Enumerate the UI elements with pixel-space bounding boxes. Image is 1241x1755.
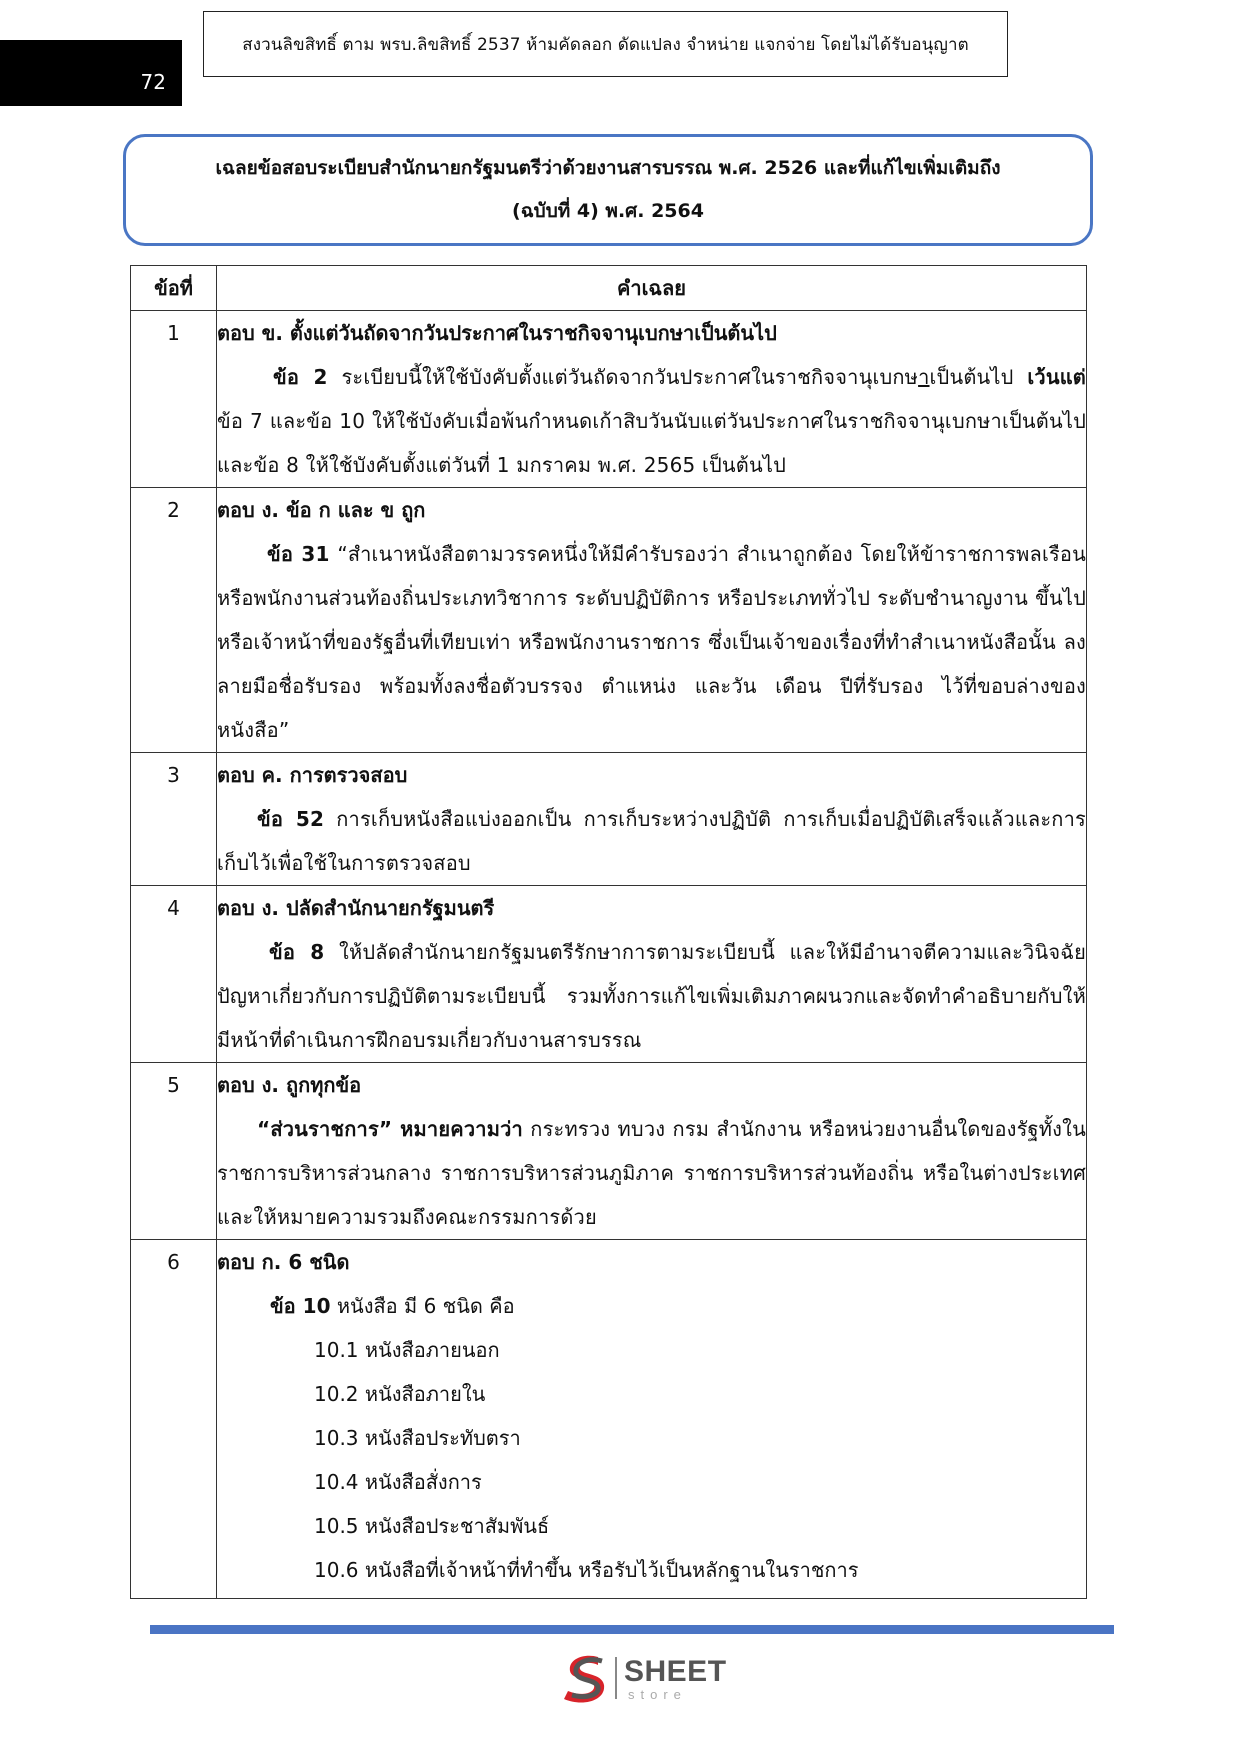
- explanation: ข้อ 31 “สำเนาหนังสือตามวรรคหนึ่งให้มีคำรับรองว่า สำเนาถูกต้อง โดยให้ข้าราชการพลเรือนหรือพนักงานส่วนท้องถิ่นประเภทวิชาการ ระดับปฏิบัติการ หรือประเภททั่วไป ระดับชำนาญงาน ขึ้นไปหรือเจ้าหน้าที่ของรัฐอื่นที่เทียบเท่า หรือพนักงานราชการ ซึ่งเป็นเจ้าของเรื่องที่ทำสำเนาหนังสือนั้น ลงลายมือชื่อรับรอง พร้อมทั้งลงชื่อตัวบรรจง ตำแหน่ง และวัน เดือน ปีที่รับรอง ไว้ที่ขอบล่างของหนังสือ”: [217, 542, 1087, 742]
- logo-brand: SHEET: [624, 1655, 727, 1688]
- list-item: 10.1 หนังสือภายนอก: [314, 1338, 500, 1362]
- title-line-2: (ฉบับที่ 4) พ.ศ. 2564: [512, 200, 704, 222]
- row-number: 3: [131, 753, 217, 886]
- title-line-1: เฉลยข้อสอบระเบียบสำนักนายกรัฐมนตรีว่าด้วยงานสารบรรณ พ.ศ. 2526 และที่แก้ไขเพิ่มเติมถึง: [215, 157, 1001, 179]
- copyright-notice: [203, 11, 1008, 77]
- answer-choice: ตอบ ข. ตั้งแต่วันถัดจากวันประกาศในราชกิจจานุเบกษาเป็นต้นไป: [217, 321, 777, 345]
- answer-choice: ตอบ ค. การตรวจสอบ: [217, 763, 408, 787]
- list-item: 10.6 หนังสือที่เจ้าหน้าที่ทำขึ้น หรือรับไว้เป็นหลักฐานในราชการ: [314, 1558, 859, 1582]
- sheet-store-logo: [558, 1651, 728, 1705]
- clause-ref: ข้อ 31: [267, 542, 330, 566]
- clause-ref: ข้อ 2: [273, 365, 328, 389]
- table-row: [131, 311, 1087, 488]
- list-item: 10.4 หนังสือสั่งการ: [314, 1470, 482, 1494]
- row-answer: [217, 1063, 1087, 1240]
- row-answer: [217, 488, 1087, 753]
- row-answer: [217, 753, 1087, 886]
- row-number: 2: [131, 488, 217, 753]
- table-row: [131, 1240, 1087, 1599]
- answer-choice: ตอบ ก. 6 ชนิด: [217, 1250, 350, 1274]
- column-header-answer: คำเฉลย: [217, 266, 1087, 311]
- table-header-row: [131, 266, 1087, 311]
- answer-table: [130, 265, 1087, 1599]
- clause-ref: ข้อ 10: [270, 1294, 331, 1318]
- document-title-box: [123, 134, 1093, 246]
- explanation: “ส่วนราชการ” หมายความว่า กระทรวง ทบวง กรม สำนักงาน หรือหน่วยงานอื่นใดของรัฐทั้งในราชการบริหารส่วนกลาง ราชการบริหารส่วนภูมิภาค ราชการบริหารส่วนท้องถิ่น หรือในต่างประเทศและให้หมายความรวมถึงคณะกรรมการด้วย: [217, 1117, 1086, 1229]
- row-number: 5: [131, 1063, 217, 1240]
- row-number: 6: [131, 1240, 217, 1599]
- answer-choice: ตอบ ง. ข้อ ก และ ข ถูก: [217, 498, 426, 522]
- copyright-text: สงวนลิขสิทธิ์ ตาม พรบ.ลิขสิทธิ์ 2537 ห้ามคัดลอก ดัดแปลง จำหน่าย แจกจ่าย โดยไม่ได้รับอนุญาต: [242, 34, 969, 55]
- explanation: ข้อ 8 ให้ปลัดสำนักนายกรัฐมนตรีรักษาการตามระเบียบนี้ และให้มีอำนาจตีความและวินิจฉัยปัญหาเกี่ยวกับการปฏิบัติตามระเบียบนี้ รวมทั้งการแก้ไขเพิ่มเติมภาคผนวกและจัดทำคำอธิบายกับให้มีหน้าที่ดำเนินการฝึกอบรมเกี่ยวกับงานสารบรรณ: [217, 940, 1086, 1052]
- answer-choice: ตอบ ง. ปลัดสำนักนายกรัฐมนตรี: [217, 896, 495, 920]
- answer-choice: ตอบ ง. ถูกทุกข้อ: [217, 1073, 362, 1097]
- row-number: 4: [131, 886, 217, 1063]
- footer-rule: [150, 1625, 1114, 1634]
- explanation: ข้อ 52 การเก็บหนังสือแบ่งออกเป็น การเก็บระหว่างปฏิบัติ การเก็บเมื่อปฏิบัติเสร็จแล้วและการเก็บไว้เพื่อใช้ในการตรวจสอบ: [217, 807, 1086, 875]
- clause-ref: ข้อ 8: [269, 940, 325, 964]
- table-row: [131, 1063, 1087, 1240]
- column-header-number: ข้อที่: [131, 266, 217, 311]
- logo-sub-brand: store: [628, 1687, 687, 1702]
- row-number: 1: [131, 311, 217, 488]
- explanation: ข้อ 10 หนังสือ มี 6 ชนิด คือ: [270, 1294, 515, 1318]
- page-number: 72: [140, 70, 166, 94]
- table-row: [131, 488, 1087, 753]
- table-row: [131, 753, 1087, 886]
- explanation: ข้อ 2 ระเบียบนี้ให้ใช้บังคับตั้งแต่วันถัดจากวันประกาศในราชกิจจานุเบกษาเป็นต้นไป เว้นแต่ข้อ 7 และข้อ 10 ให้ใช้บังคับเมื่อพ้นกำหนดเก้าสิบวันนับแต่วันประกาศในราชกิจจานุเบกษาเป็นต้นไป และข้อ 8 ให้ใช้บังคับตั้งแต่วันที่ 1 มกราคม พ.ศ. 2565 เป็นต้นไป: [217, 365, 1086, 477]
- s-logo-icon: [558, 1651, 614, 1705]
- row-answer: [217, 311, 1087, 488]
- table-row: [131, 886, 1087, 1063]
- row-answer: [217, 886, 1087, 1063]
- list-item: 10.5 หนังสือประชาสัมพันธ์: [314, 1514, 550, 1538]
- list-item: 10.2 หนังสือภายใน: [314, 1382, 486, 1406]
- clause-ref: ข้อ 52: [257, 807, 325, 831]
- page-number-box: [0, 40, 182, 106]
- row-answer: [217, 1240, 1087, 1599]
- list-item: 10.3 หนังสือประทับตรา: [314, 1426, 521, 1450]
- term-definition: “ส่วนราชการ” หมายความว่า: [257, 1117, 523, 1141]
